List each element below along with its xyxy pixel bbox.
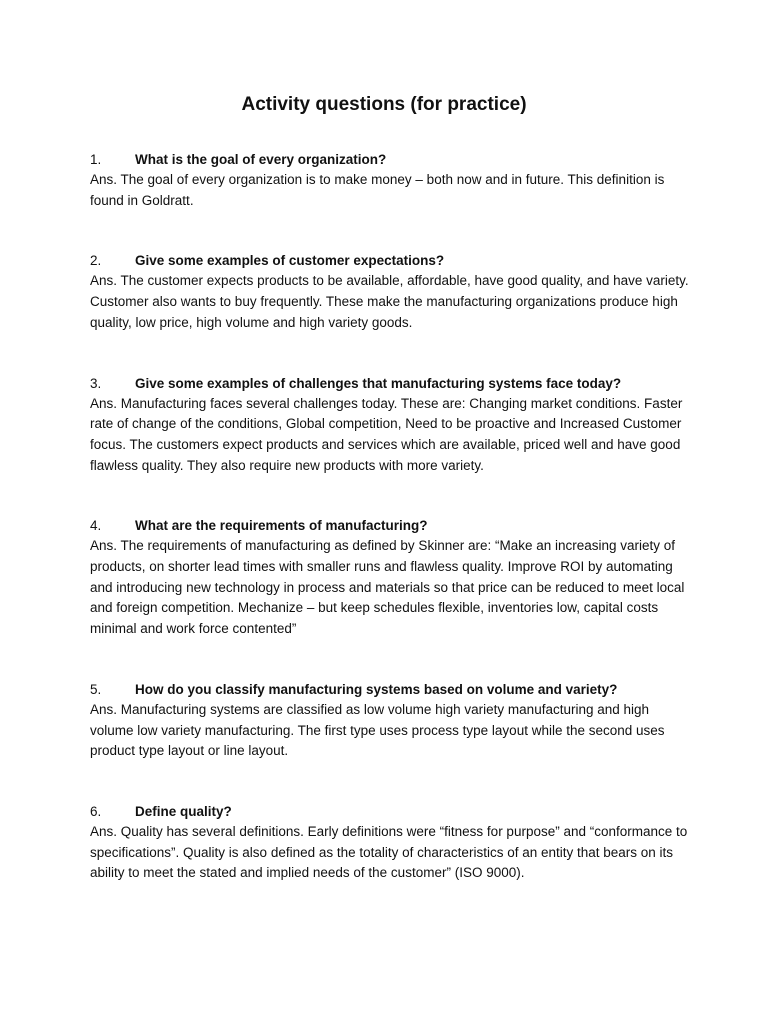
question-number: 3.: [90, 375, 102, 391]
question-heading: [90, 802, 690, 822]
question-item-3: [90, 374, 690, 477]
answer-text: Ans. The goal of every organization is to make money – both now and in future. This definition is found in Goldratt.: [90, 172, 665, 208]
question-number: 5.: [90, 681, 102, 697]
question-text: How do you classify manufacturing systems based on volume and variety?: [135, 681, 618, 697]
page-title: Activity questions (for practice): [241, 94, 527, 115]
question-text: Define quality?: [135, 803, 232, 819]
question-text: What are the requirements of manufacturing?: [135, 518, 428, 534]
question-heading: [90, 516, 690, 536]
question-item-1: [90, 150, 690, 211]
question-number: 1.: [90, 152, 102, 167]
question-item-5: [90, 680, 690, 762]
question-number: 4.: [90, 518, 102, 534]
answer-text: Ans. Quality has several definitions. Early definitions were “fitness for purpose” and “conformance to specifications”. Quality is also defined as the totality of characteristics of an entity that bears on its ability to meet the stated and implied needs of the customer” (ISO 9000).: [90, 823, 688, 881]
question-item-6: [90, 802, 690, 884]
answer-text: Ans. Manufacturing faces several challenges today. These are: Changing market conditions. Faster rate of change of the conditions, Global competition, Need to be proactive and Increased Customer focus. The customers expect products and services which are available, priced well and have good flawless quality. They also require new products with more variety.: [90, 395, 683, 473]
question-heading: [90, 680, 690, 700]
question-heading: [90, 150, 690, 170]
question-item-4: [90, 516, 690, 640]
answer-text: Ans. The requirements of manufacturing as defined by Skinner are: “Make an increasing variety of products, on shorter lead times with smaller runs and flawless quality. Improve ROI by automating and introducing new technology in process and materials so that price can be reduced to meet local and foreign competition. Mechanize – but keep schedules flexible, inventories low, capital costs minimal and work force contented”: [90, 538, 685, 637]
question-heading: [90, 251, 690, 271]
question-list: [90, 150, 690, 884]
answer-text: Ans. The customer expects products to be available, affordable, have good quality, and have variety. Customer also wants to buy frequently. These make the manufacturing organizations produce high quality, low price, high volume and high variety goods.: [90, 273, 689, 330]
question-number: 2.: [90, 253, 102, 269]
question-text: Give some examples of challenges that manufacturing systems face today?: [135, 375, 622, 391]
question-text: What is the goal of every organization?: [135, 152, 387, 167]
question-heading: [90, 374, 690, 394]
question-number: 6.: [90, 803, 102, 819]
question-text: Give some examples of customer expectations?: [135, 253, 445, 269]
question-item-2: [90, 251, 690, 333]
answer-text: Ans. Manufacturing systems are classified as low volume high variety manufacturing and high volume low variety manufacturing. The first type uses process type layout while the second uses product type layout or line layout.: [90, 701, 665, 759]
